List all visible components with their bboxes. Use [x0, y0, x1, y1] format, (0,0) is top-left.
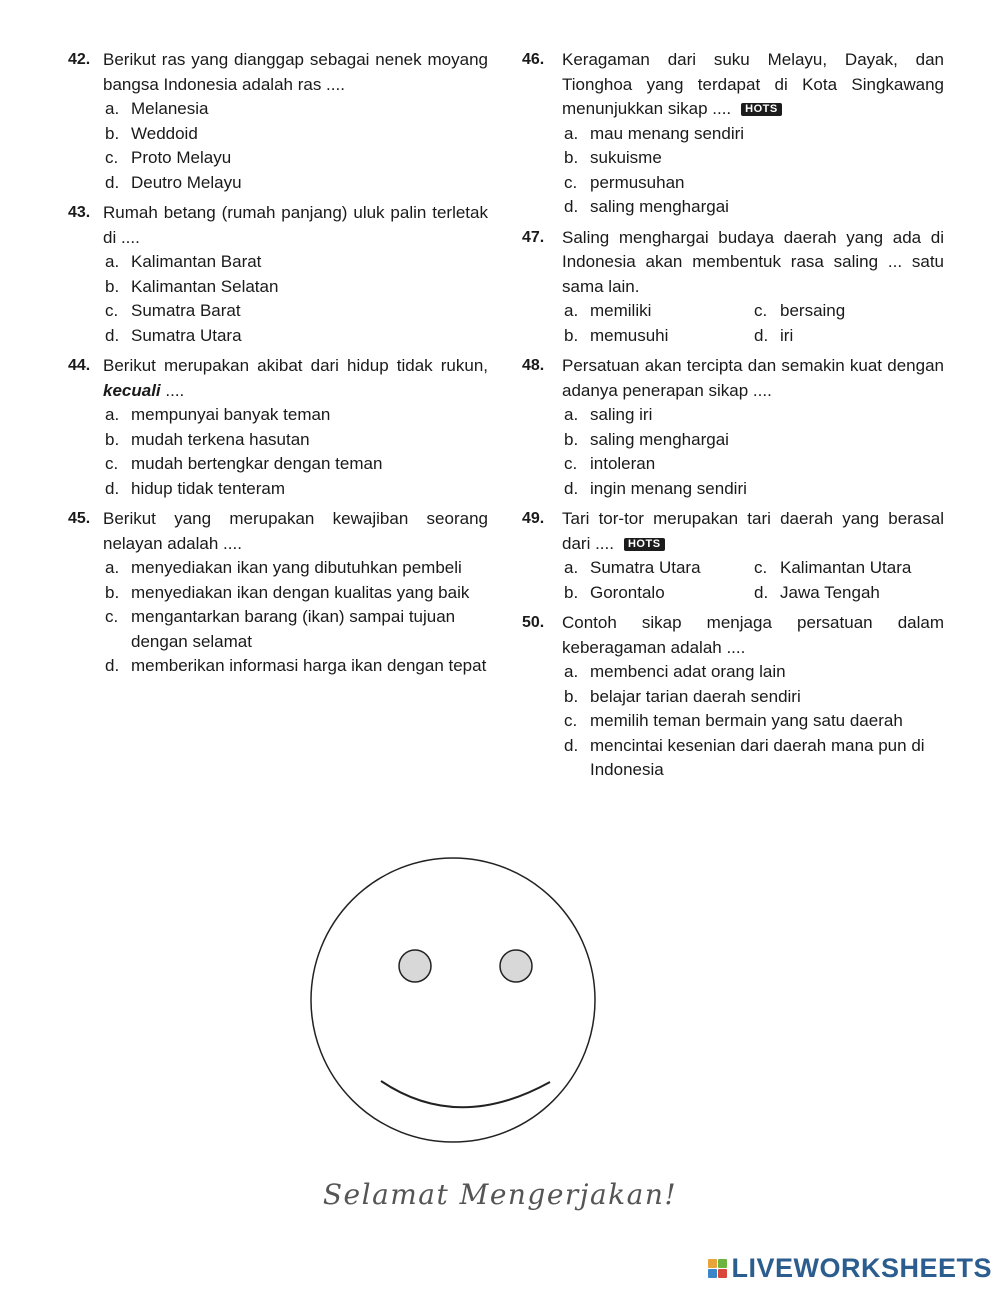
option-c[interactable]: c. Kalimantan Utara [754, 558, 912, 577]
hots-badge: HOTS [741, 103, 782, 116]
question-number: 47. [522, 228, 545, 246]
option-c[interactable]: c. permusuhan [564, 172, 685, 192]
question-44 [68, 354, 488, 501]
option-d[interactable]: d. memberikan informasi harga ikan dengan tepat [105, 656, 487, 675]
question-text: Tari tor-tor merupakan tari daerah yang berasal dari .... HOTS [562, 509, 944, 553]
question-47 [522, 226, 944, 349]
options-grid [564, 556, 944, 605]
option-d[interactable]: d. Jawa Tengah [754, 582, 880, 602]
liveworksheets-logo [708, 1253, 992, 1284]
options-grid [564, 299, 944, 348]
option-d[interactable]: d. saling menghargai [564, 197, 729, 216]
option-b[interactable]: b. Gorontalo [564, 582, 665, 602]
left-eye [399, 950, 431, 982]
emphasis-kecuali: kecuali [103, 380, 161, 400]
option-b[interactable]: b. Weddoid [105, 123, 198, 143]
option-b[interactable]: b. mudah terkena hasutan [105, 429, 310, 449]
option-c[interactable]: c. Sumatra Barat [105, 301, 241, 320]
option-b[interactable]: b. menyediakan ikan dengan kualitas yang baik [105, 582, 470, 602]
option-c[interactable]: c. mudah bertengkar dengan teman [105, 454, 383, 473]
smiley-face-drawing [308, 855, 598, 1145]
question-text: Persatuan akan tercipta dan semakin kuat dengan adanya penerapan sikap .... [562, 356, 944, 400]
question-48 [522, 354, 944, 501]
smile-mouth [381, 1081, 550, 1107]
question-50 [522, 611, 944, 783]
question-45 [68, 507, 488, 679]
option-b[interactable]: b. Kalimantan Selatan [105, 276, 279, 296]
left-column [68, 48, 488, 685]
option-b[interactable]: b. sukuisme [564, 148, 662, 167]
option-d[interactable]: d. mencintai kesenian dari daerah mana pun di Indonesia [564, 735, 925, 779]
option-a[interactable]: a. mempunyai banyak teman [105, 405, 331, 424]
logo-mark-icon [708, 1259, 727, 1278]
option-a[interactable]: a. saling iri [564, 405, 653, 424]
option-a[interactable]: a. memiliki [564, 301, 652, 320]
option-d[interactable]: d. Sumatra Utara [105, 325, 242, 345]
question-text: Berikut yang merupakan kewajiban seorang nelayan adalah .... [103, 509, 488, 553]
question-number: 50. [522, 614, 545, 631]
option-d[interactable]: d. hidup tidak tenteram [105, 478, 286, 498]
option-a[interactable]: a. Melanesia [105, 99, 209, 118]
question-46 [522, 48, 944, 220]
option-a[interactable]: a. mau menang sendiri [564, 123, 745, 143]
option-a[interactable]: a. menyediakan ikan yang dibutuhkan pembeli [105, 558, 462, 577]
question-text: Saling menghargai budaya daerah yang ada di Indonesia akan membentuk rasa saling ... satu sama lain. [562, 227, 944, 296]
question-number: 48. [522, 357, 545, 374]
question-number: 43. [68, 204, 91, 221]
option-c[interactable]: c. Proto Melayu [105, 148, 232, 167]
closing-message: Selamat Mengerjakan! [322, 1178, 678, 1211]
question-42 [68, 48, 488, 195]
option-d[interactable]: d. ingin menang sendiri [564, 478, 747, 498]
option-a[interactable]: a. Kalimantan Barat [105, 252, 262, 271]
question-number: 42. [68, 51, 91, 68]
option-c[interactable]: c. bersaing [754, 301, 846, 320]
question-text: Berikut ras yang dianggap sebagai nenek moyang bangsa Indonesia adalah ras .... [103, 50, 488, 94]
logo-text: LIVEWORKSHEETS [731, 1253, 992, 1283]
option-b[interactable]: b. saling menghargai [564, 429, 729, 449]
right-eye [500, 950, 532, 982]
question-number: 44. [68, 357, 91, 374]
face-outline [311, 858, 595, 1142]
question-number: 46. [522, 51, 545, 68]
option-d[interactable]: d. iri [754, 325, 794, 345]
option-c[interactable]: c. mengantarkan barang (ikan) sampai tujuan dengan selamat [105, 607, 456, 651]
option-d[interactable]: d. Deutro Melayu [105, 172, 242, 192]
option-b[interactable]: b. belajar tarian daerah sendiri [564, 686, 801, 706]
question-text: Contoh sikap menjaga persatuan dalam keberagaman adalah .... [562, 613, 944, 657]
question-text: Rumah betang (rumah panjang) uluk palin terletak di .... [103, 203, 488, 247]
hots-badge: HOTS [624, 538, 665, 551]
question-number: 49. [522, 510, 545, 527]
option-c[interactable]: c. intoleran [564, 454, 656, 473]
question-text: Berikut merupakan akibat dari hidup tidak rukun, kecuali .... [103, 356, 488, 400]
option-a[interactable]: a. membenci adat orang lain [564, 662, 786, 681]
question-text: Keragaman dari suku Melayu, Dayak, dan Tionghoa yang terdapat di Kota Singkawang menunjukkan sikap .... HOTS [562, 50, 944, 118]
option-b[interactable]: b. memusuhi [564, 325, 669, 345]
option-c[interactable]: c. memilih teman bermain yang satu daerah [564, 711, 903, 730]
right-column [522, 48, 944, 789]
question-49 [522, 507, 944, 605]
option-a[interactable]: a. Sumatra Utara [564, 558, 701, 577]
question-43 [68, 201, 488, 348]
question-number: 45. [68, 510, 91, 527]
